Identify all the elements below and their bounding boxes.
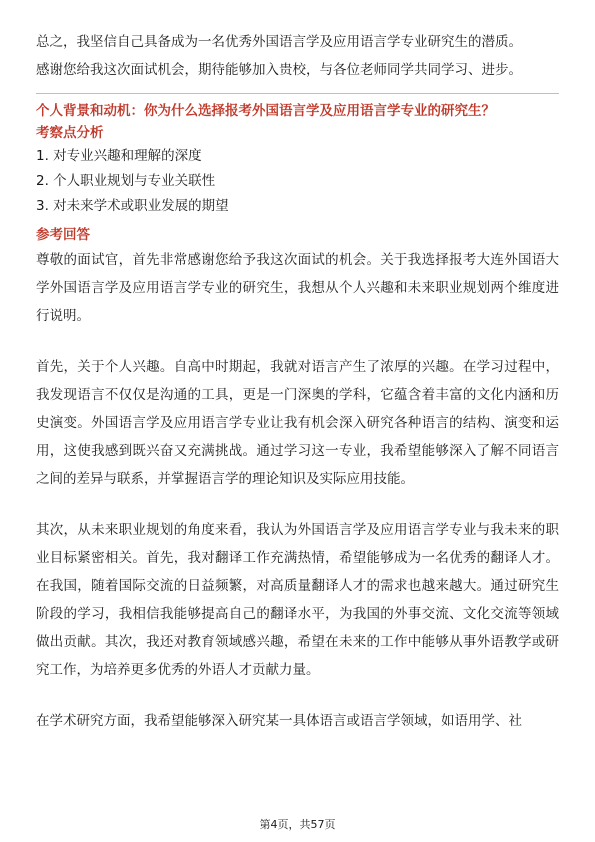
answer-paragraph-3: 其次，从未来职业规划的角度来看，我认为外国语言学及应用语言学专业与我未来的职业目标紧密相关。首先，我对翻译工作充满热情，希望能够成为一名优秀的翻译人才。在我国，随着国际交流的日益频繁，对高质量翻译人才的需求也越来越大。通过研究生阶段的学习，我相信我能够提高自己的翻译水平，为我国的外事交流、文化交流等领域做出贡献。其次，我还对教育领域感兴趣，希望在未来的工作中能够从事外语教学或研究工作，为培养更多优秀的外语人才贡献力量。 [36,522,559,678]
section-divider [36,93,559,94]
list-item: 2. 个人职业规划与专业关联性 [36,173,216,189]
intro-line-1: 总之，我坚信自己具备成为一名优秀外国语言学及应用语言学专业研究生的潜质。 [36,34,522,50]
list-item: 1. 对专业兴趣和理解的深度 [36,148,202,164]
paragraph-gap [36,684,559,707]
question-title: 个人背景和动机：你为什么选择报考外国语言学及应用语言学专业的研究生？ [36,103,495,119]
answer-heading: 参考回答 [36,227,90,243]
answer-paragraph-1: 尊敬的面试官，首先非常感谢您给予我这次面试的机会。关于我选择报考大连外国语大学外国语言学及应用语言学专业的研究生，我想从个人兴趣和未来职业规划两个维度进行说明。 [36,252,559,324]
answer-paragraph-4: 在学术研究方面，我希望能够深入研究某一具体语言或语言学领域，如语用学、社 [36,713,522,729]
paragraph-gap [36,493,559,516]
answer-paragraph-2: 首先，关于个人兴趣。自高中时期起，我就对语言产生了浓厚的兴趣。在学习过程中，我发现语言不仅仅是沟通的工具，更是一门深奥的学科，它蕴含着丰富的文化内涵和历史演变。外国语言学及应用语言学专业让我有机会深入研究各种语言的结构、演变和运用，这使我感到既兴奋又充满挑战。通过学习这一专业，我希望能够深入了解不同语言之间的差异与联系，并掌握语言学的理论知识及实际应用技能。 [36,359,559,487]
paragraph-gap [36,330,559,353]
list-item: 3. 对未来学术或职业发展的期望 [36,198,229,214]
page-number-footer: 第4页，共57页 [259,818,336,831]
intro-line-2: 感谢您给我这次面试机会，期待能够加入贵校，与各位老师同学共同学习、进步。 [36,62,522,78]
analysis-heading: 考察点分析 [36,125,104,141]
analysis-list [36,144,559,219]
document-page [36,28,559,735]
